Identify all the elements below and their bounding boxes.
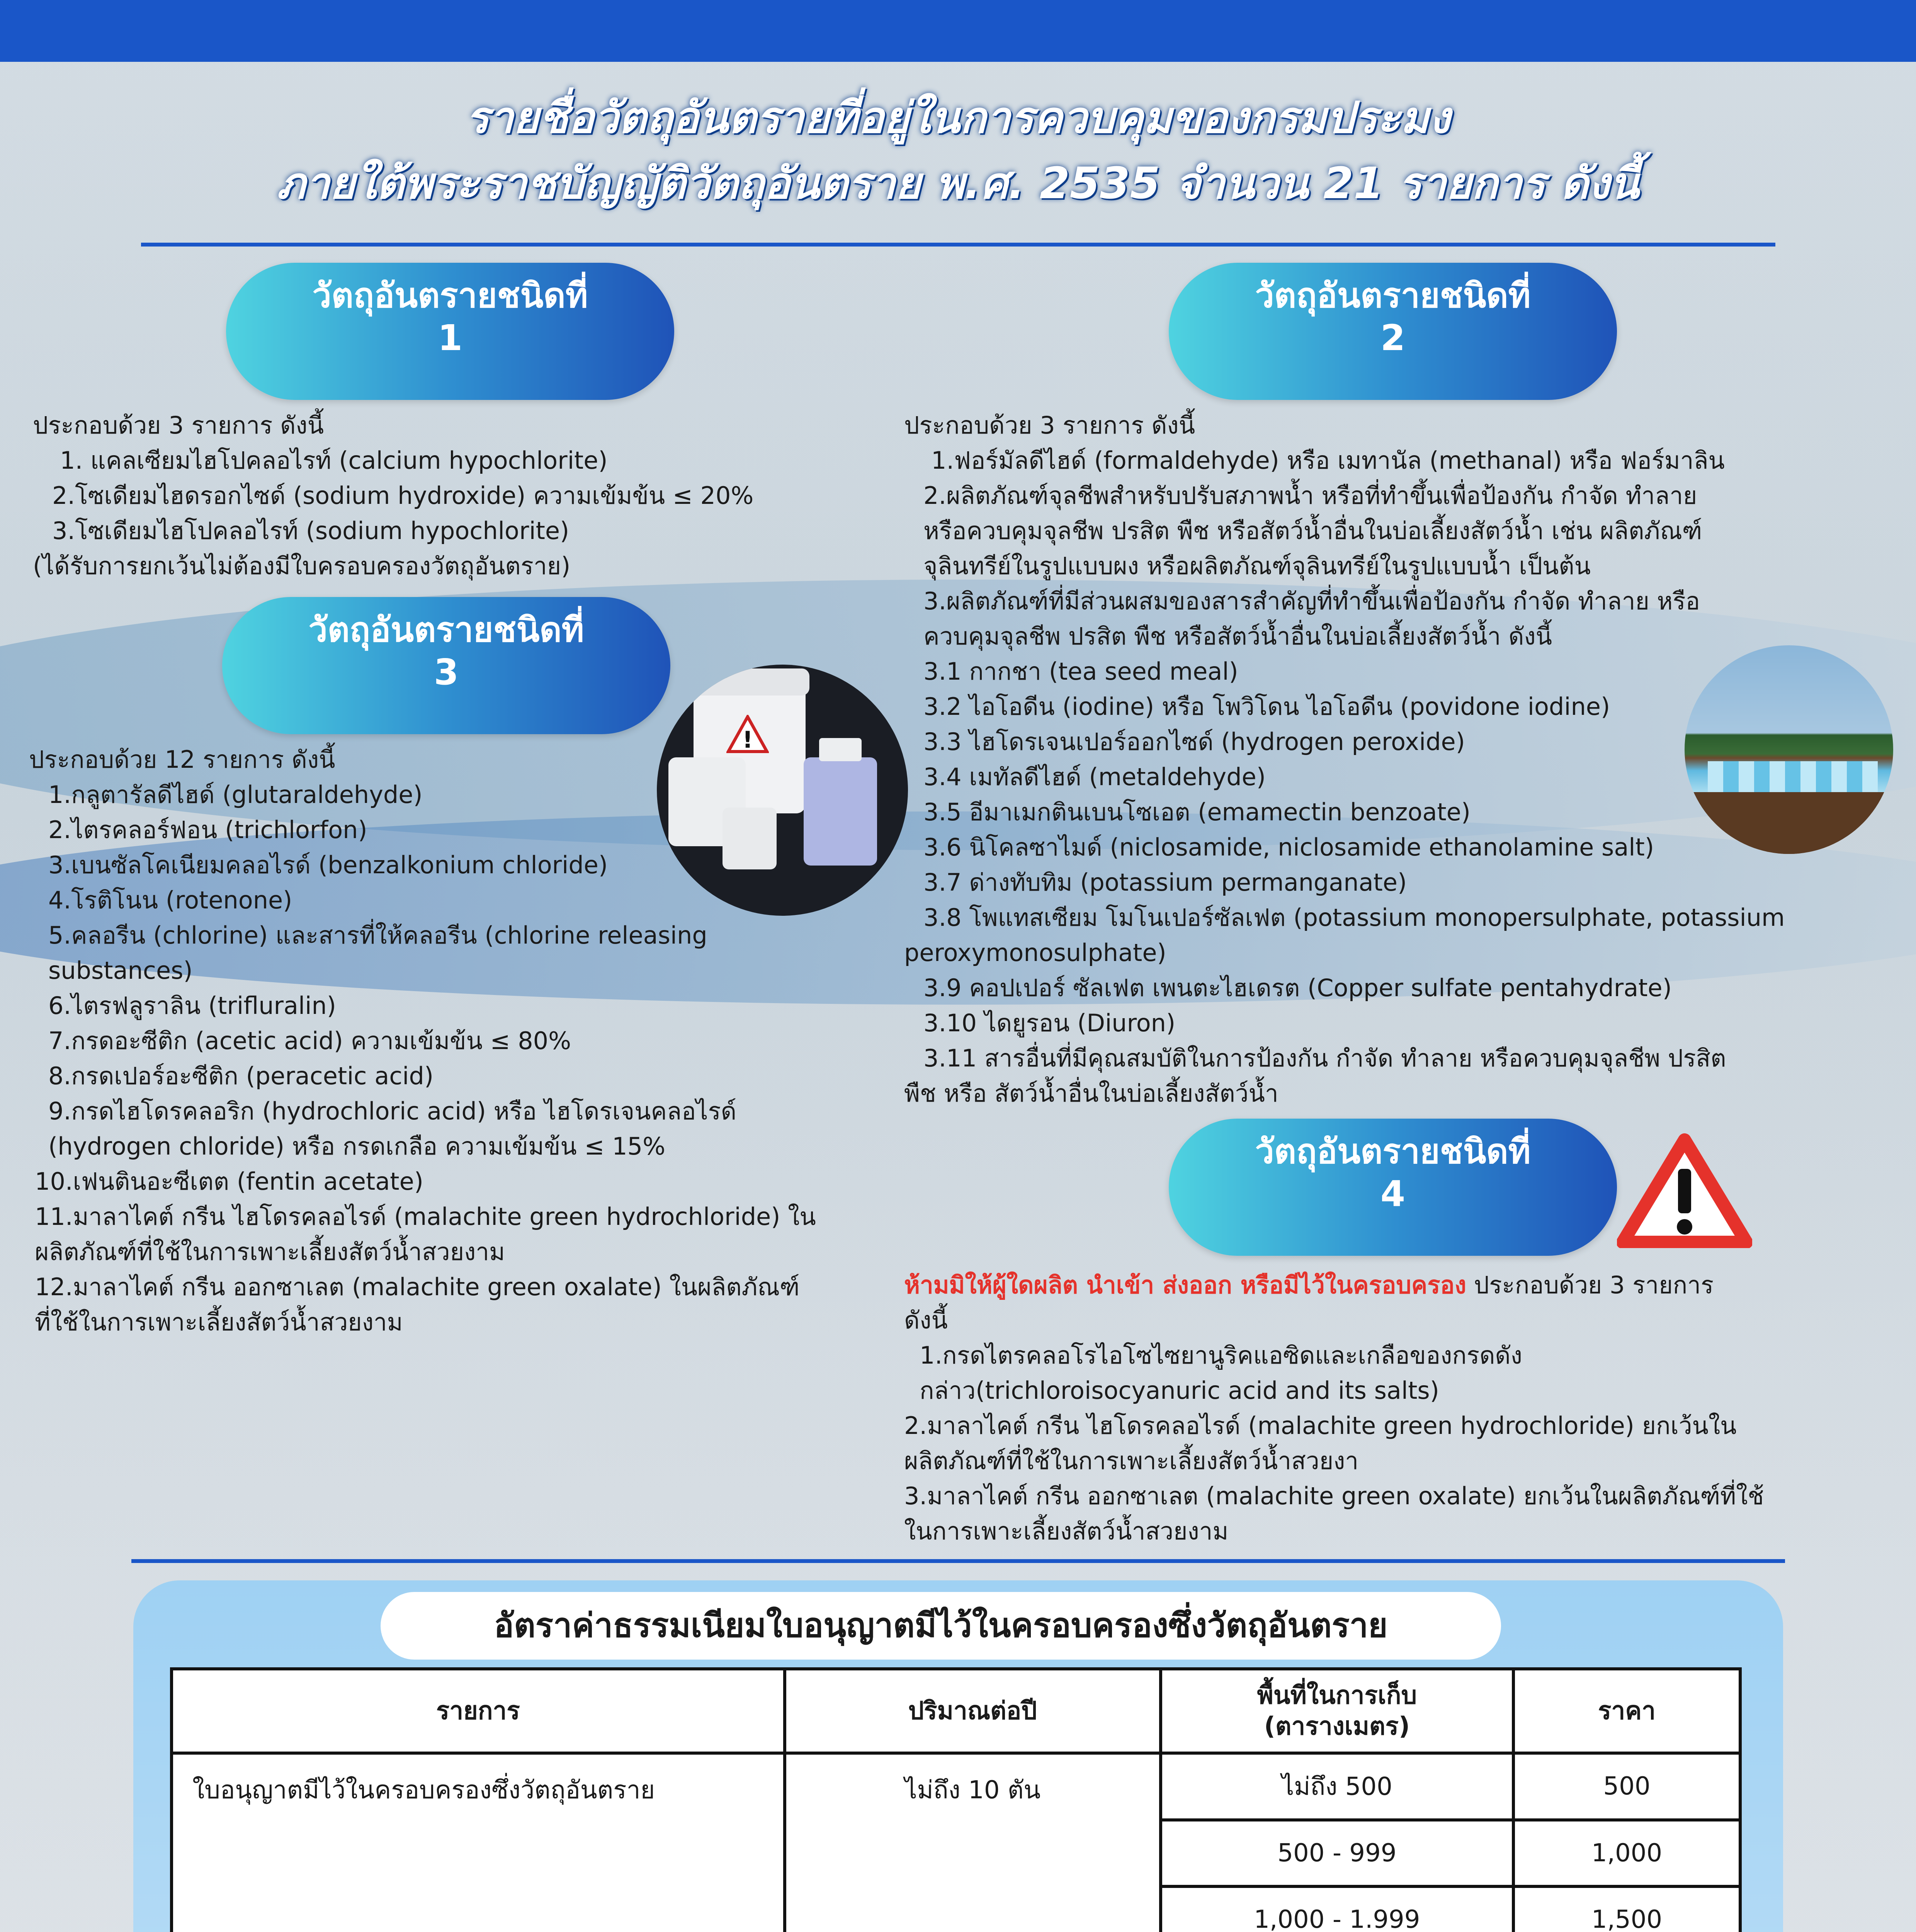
type3-pill: วัตถุอันตรายชนิดที่ 3	[222, 597, 670, 734]
type4-warning: ห้ามมิให้ผู้ใดผลิต นำเข้า ส่งออก หรือมีไว้ในครอบครอง	[904, 1271, 1467, 1299]
type4-list	[904, 1267, 1764, 1549]
type1-pill: วัตถุอันตรายชนิดที่ 1	[226, 263, 674, 400]
item-cell	[172, 1753, 785, 1932]
list-line: 4.โรติโนน (rotenone)	[48, 886, 292, 914]
title-divider	[141, 243, 1775, 247]
section-divider	[131, 1559, 1785, 1563]
list-line: 1.กรดไตรคลอโรไอโซไซยานูริคแอซิดและเกลือของกรดดัง	[920, 1341, 1522, 1369]
list-line: substances)	[48, 956, 193, 985]
list-line: พืช หรือ สัตว์น้ำอื่นในบ่อเลี้ยงสัตว์น้ำ	[904, 1079, 1278, 1107]
list-line: 3.2 ไอโอดีน (iodine) หรือ โพวิโดน ไอโอดีน (povidone iodine)	[923, 692, 1610, 721]
list-line: (hydrogen chloride) หรือ กรดเกลือ ความเข้มข้น ≤ 15%	[48, 1132, 665, 1160]
type1-intro: ประกอบด้วย 3 รายการ ดังนี้	[33, 411, 324, 439]
list-line: 10.เฟนตินอะซีเตต (fentin acetate)	[35, 1167, 423, 1196]
type2-intro: ประกอบด้วย 3 รายการ ดังนี้	[904, 411, 1195, 439]
list-item: 2.โซเดียมไฮดรอกไซด์ (sodium hydroxide) ความเข้มข้น ≤ 20%	[52, 481, 754, 510]
fee-heading: อัตราค่าธรรมเนียมใบอนุญาตมีไว้ในครอบครองซึ่งวัตถุอันตราย	[381, 1592, 1501, 1660]
list-line: หรือควบคุมจุลชีพ ปรสิต พืช หรือสัตว์น้ำอื่นในบ่อเลี้ยงสัตว์น้ำ เช่น ผลิตภัณฑ์	[923, 517, 1702, 545]
list-line: ผลิตภัณฑ์ที่ใช้ในการเพาะเลี้ยงสัตว์น้ำสวยงาม	[35, 1238, 505, 1266]
list-line: 7.กรดอะซีติก (acetic acid) ความเข้มข้น ≤ 80%	[48, 1027, 571, 1055]
type3-intro: ประกอบด้วย 12 รายการ ดังนี้	[29, 745, 335, 774]
warning-triangle-icon	[1617, 1132, 1752, 1248]
type4-intro-cont: ดังนี้	[904, 1306, 948, 1334]
price-cell: 1,500	[1513, 1886, 1740, 1932]
list-line: 3.9 คอปเปอร์ ซัลเฟต เพนตะไฮเดรต (Copper sulfate pentahydrate)	[923, 974, 1672, 1002]
list-line: 2.ไตรคลอร์ฟอน (trichlorfon)	[48, 816, 367, 844]
list-line: ที่ใช้ในการเพาะเลี้ยงสัตว์น้ำสวยงาม	[35, 1308, 403, 1336]
area-cell: ไม่ถึง 500	[1161, 1753, 1513, 1820]
list-line: 3.3 ไฮโดรเจนเปอร์ออกไซด์ (hydrogen peroxide)	[923, 728, 1465, 756]
price-cell: 1,000	[1513, 1820, 1740, 1886]
type4-pill: วัตถุอันตรายชนิดที่ 4	[1169, 1119, 1617, 1256]
price-cell: 500	[1513, 1753, 1740, 1820]
page-title-line1: รายชื่อวัตถุอันตรายที่อยู่ในการควบคุมของกรมประมง	[466, 93, 1450, 143]
list-line: 12.มาลาไคต์ กรีน ออกซาเลต (malachite green oxalate) ในผลิตภัณฑ์	[35, 1273, 800, 1301]
list-item: 1. แคลเซียมไฮโปคลอไรท์ (calcium hypochlorite)	[60, 446, 608, 474]
list-line: ควบคุมจุลชีพ ปรสิต พืช หรือสัตว์น้ำอื่นในบ่อเลี้ยงสัตว์น้ำ ดังนี้	[923, 622, 1552, 650]
list-line: 1.กลูตารัลดีไฮด์ (glutaraldehyde)	[48, 781, 423, 809]
list-line: 5.คลอรีน (chlorine) และสารที่ให้คลอรีน (chlorine releasing	[48, 921, 707, 949]
list-line: 3.1 กากชา (tea seed meal)	[923, 657, 1238, 685]
list-line: 3.เบนซัลโคเนียมคลอไรด์ (benzalkonium chloride)	[48, 851, 608, 879]
list-line: 11.มาลาไคต์ กรีน ไฮโดรคลอไรด์ (malachite green hydrochloride) ใน	[35, 1202, 816, 1231]
type3-list	[29, 742, 816, 1340]
list-line: 2.ผลิตภัณฑ์จุลชีพสำหรับปรับสภาพน้ำ หรือที่ทำขึ้นเพื่อป้องกัน กำจัด ทำลาย	[923, 481, 1697, 510]
area-cell: 500 - 999	[1161, 1820, 1513, 1886]
quantity-cell: ไม่ถึง 10 ตัน	[785, 1753, 1161, 1932]
list-line: จุลินทรีย์ในรูปแบบผง หรือผลิตภัณฑ์จุลินทรีย์ในรูปแบบน้ำ เป็นต้น	[923, 552, 1591, 580]
svg-text:!: !	[742, 726, 753, 753]
list-line: ในการเพาะเลี้ยงสัตว์น้ำสวยงาม	[904, 1517, 1229, 1545]
list-line: 9.กรดไฮโดรคลอริก (hydrochloric acid) หรือ ไฮโดรเจนคลอไรด์	[48, 1097, 736, 1125]
page-title-line2: ภายใต้พระราชบัญญัติวัตถุอันตราย พ.ศ. 2535 จำนวน 21 รายการ ดังนี้	[277, 158, 1639, 209]
list-line: 3.7 ด่างทับทิม (potassium permanganate)	[923, 868, 1407, 896]
list-line: 8.กรดเปอร์อะซีติก (peracetic acid)	[48, 1062, 434, 1090]
fee-table	[170, 1667, 1742, 1932]
list-line: 3.มาลาไคต์ กรีน ออกซาเลต (malachite green oxalate) ยกเว้นในผลิตภัณฑ์ที่ใช้	[904, 1482, 1764, 1510]
list-line: ผลิตภัณฑ์ที่ใช้ในการเพาะเลี้ยงสัตว์น้ำสวยงา	[904, 1447, 1359, 1475]
list-line: 3.10 ไดยูรอน (Diuron)	[923, 1009, 1176, 1037]
item-label: ใบอนุญาตมีไว้ในครอบครองซึ่งวัตถุอันตราย	[192, 1776, 655, 1805]
list-line: 2.มาลาไคต์ กรีน ไฮโดรคลอไรด์ (malachite green hydrochloride) ยกเว้นใน	[904, 1412, 1737, 1440]
type1-note: (ได้รับการยกเว้นไม่ต้องมีใบครอบครองวัตถุอันตราย)	[33, 552, 571, 580]
type4-intro: ประกอบด้วย 3 รายการ	[1466, 1271, 1714, 1299]
header-area: พื้นที่ในการเก็บ (ตารางเมตร)	[1161, 1669, 1513, 1753]
list-line: peroxymonosulphate)	[904, 939, 1166, 967]
top-bar	[0, 0, 1916, 62]
list-line: 6.ไตรฟลูราลิน (trifluralin)	[48, 992, 336, 1020]
list-line: 3.5 อีมาเมกตินเบนโซเอต (emamectin benzoate)	[923, 798, 1471, 826]
list-line: 3.ผลิตภัณฑ์ที่มีส่วนผสมของสารสำคัญที่ทำขึ้นเพื่อป้องกัน กำจัด ทำลาย หรือ	[923, 587, 1700, 615]
list-line: กล่าว(trichloroisocyanuric acid and its salts)	[920, 1376, 1439, 1405]
list-line: 1.ฟอร์มัลดีไฮด์ (formaldehyde) หรือ เมทานัล (methanal) หรือ ฟอร์มาลิน	[931, 446, 1725, 474]
list-line: 3.11 สารอื่นที่มีคุณสมบัติในการป้องกัน กำจัด ทำลาย หรือควบคุมจุลชีพ ปรสิต	[923, 1044, 1726, 1072]
header-quantity: ปริมาณต่อปี	[785, 1669, 1161, 1753]
list-item: 3.โซเดียมไฮโปคลอไรท์ (sodium hypochlorite)	[52, 517, 570, 545]
list-line: 3.4 เมทัลดีไฮด์ (metaldehyde)	[923, 763, 1266, 791]
type2-pill: วัตถุอันตรายชนิดที่ 2	[1169, 263, 1617, 400]
type1-list	[33, 408, 753, 583]
type2-list	[904, 408, 1785, 1111]
area-cell: 1,000 - 1.999	[1161, 1886, 1513, 1932]
list-line: 3.8 โพแทสเซียม โมโนเปอร์ซัลเฟต (potassium monopersulphate, potassium	[923, 903, 1785, 932]
header-item: รายการ	[172, 1669, 785, 1753]
header-price: ราคา	[1513, 1669, 1740, 1753]
list-line: 3.6 นิโคลซาไมด์ (niclosamide, niclosamide ethanolamine salt)	[923, 833, 1654, 861]
